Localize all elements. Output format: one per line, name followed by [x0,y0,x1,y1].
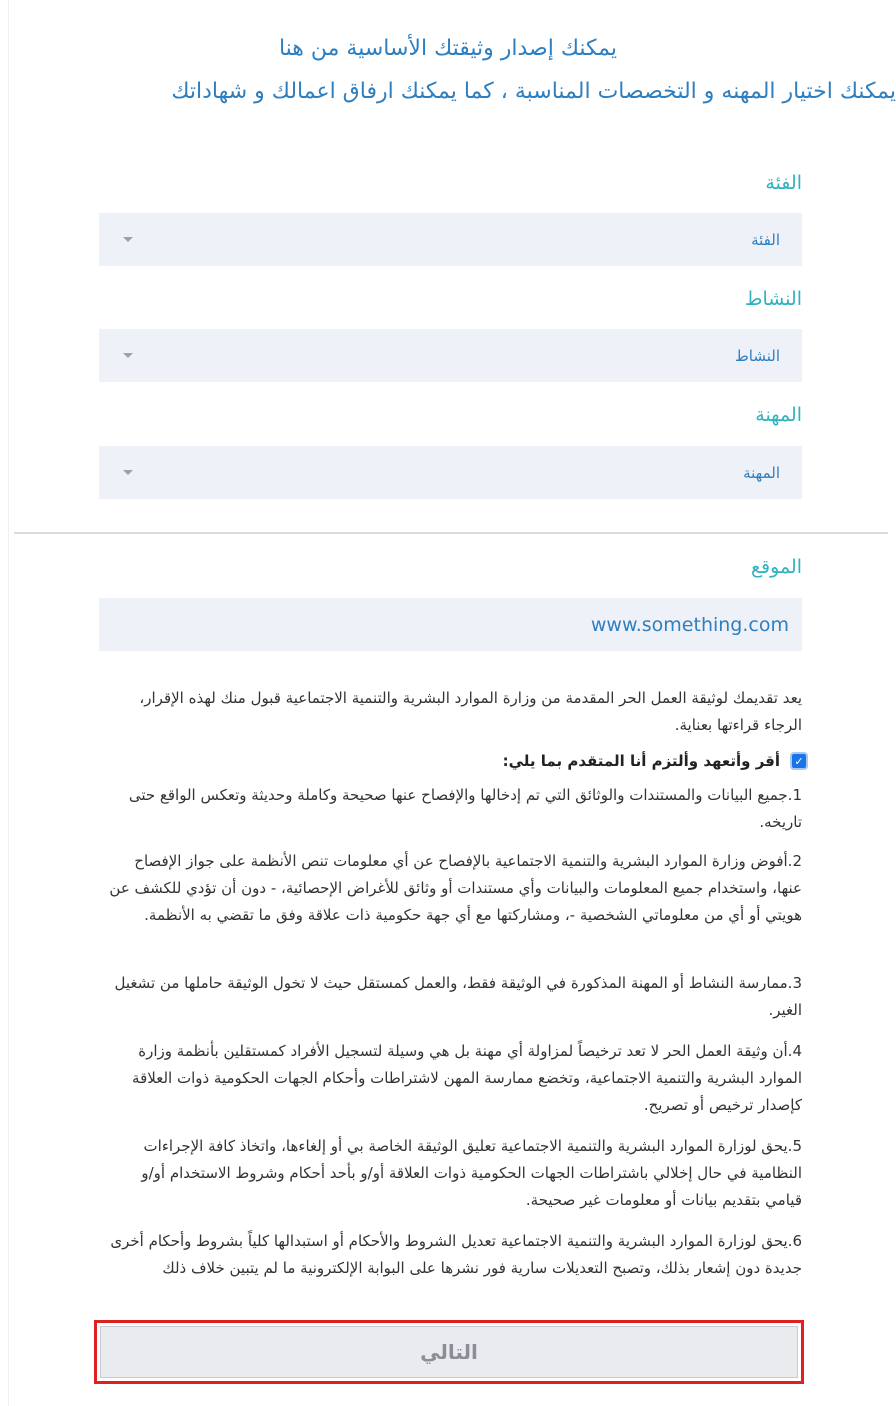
checkmark-icon: ✓ [792,754,806,768]
terms-intro: يعد تقديمك لوثيقة العمل الحر المقدمة من وزارة الموارد البشرية والتنمية الاجتماعية قبول منك لهذه الإقرار، الرجاء قراءتها بعناية. [139,689,802,734]
terms-item-6: 6.يحق لوزارة الموارد البشرية والتنمية الاجتماعية تعديل الشروط والأحكام أو استبدالها كلياً بشروط وأحكام أخرى جديدة دون إشعار بذلك، وتصبح التعديلات سارية فور نشرها على البوابة الإلكترونية ما لم يتبين خلاف ذلك [110,1232,802,1277]
profession-select-value: المهنة [743,463,780,482]
chevron-down-icon [123,237,133,242]
terms-item-3: 3.ممارسة النشاط أو المهنة المذكورة في الوثيقة فقط، والعمل كمستقل حيث لا تخول الوثيقة حاملها من تشغيل الغير. [114,974,802,1019]
terms-item-1: 1.جميع البيانات والمستندات والوثائق التي تم إدخالها والإفصاح عنها صحيحة وكاملة وحديثة وتعكس الواقع حتى تاريخه. [128,786,802,831]
page-border [8,0,9,1406]
section-divider [14,532,888,534]
activity-select-value: النشاط [734,346,780,365]
category-select-value: الفئة [751,230,780,249]
page-title: يمكنك إصدار وثيقتك الأساسية من هنا [278,36,618,61]
next-button[interactable]: التالي [100,1326,798,1378]
terms-item-2: 2.أفوض وزارة الموارد البشرية والتنمية الاجتماعية بالإفصاح عن أي معلومات تنص الأنظمة على جواز الإفصاح عنها، واستخدام جميع المعلومات والبيانات وأي مستندات أو وثائق للأغراض الإحصائية، - دون أن تؤدي للكشف عن هويتي أو أي من معلوماتي الشخصية -، ومشاركتها مع أي جهة حكومية ذات علاقة وفق ما تقضي به الأنظمة. [109,852,802,924]
terms-item-5: 5.يحق لوزارة الموارد البشرية والتنمية الاجتماعية تعليق الوثيقة الخاصة بي أو إلغاءها، واتخاذ كافة الإجراءات النظامية في حال إخلالي باشتراطات الجهات الحكومية ذوات العلاقة أو/و بأحد أحكام وشروط الاستخدام أو/و قيامي بتقديم بيانات أو معلومات غير صحيحة. [141,1137,802,1209]
acknowledge-label: أقر وأتعهد وألتزم أنا المتقدم بما يلي: [502,752,780,770]
category-select[interactable] [99,213,802,266]
category-label: الفئة [765,172,802,194]
terms-item-4: 4.أن وثيقة العمل الحر لا تعد ترخيصاً لمزاولة أي مهنة بل هي وسيلة لتسجيل الأفراد كمستقلين بأنظمة وزارة الموارد البشرية والتنمية الاجتماعية، وتخضع ممارسة المهن لاشتراطات وأحكام الجهات الحكومية ذوات العلاقة كإصدار ترخيص أو تصريح. [132,1042,802,1114]
next-button-highlight [94,1320,804,1384]
activity-select[interactable] [99,329,802,382]
profession-select[interactable] [99,446,802,499]
acknowledge-row [503,752,808,770]
activity-label: النشاط [744,288,802,310]
website-input-value: www.something.com [590,613,789,636]
chevron-down-icon [123,353,133,358]
chevron-down-icon [123,470,133,475]
website-label: الموقع [750,556,802,578]
profession-label: المهنة [755,404,802,426]
acknowledge-checkbox[interactable] [790,752,808,770]
page-subtitle: يمكنك اختيار المهنه و التخصصات المناسبة ، كما يمكنك ارفاق اعمالك و شهاداتك [171,79,896,104]
website-input[interactable] [99,598,802,651]
